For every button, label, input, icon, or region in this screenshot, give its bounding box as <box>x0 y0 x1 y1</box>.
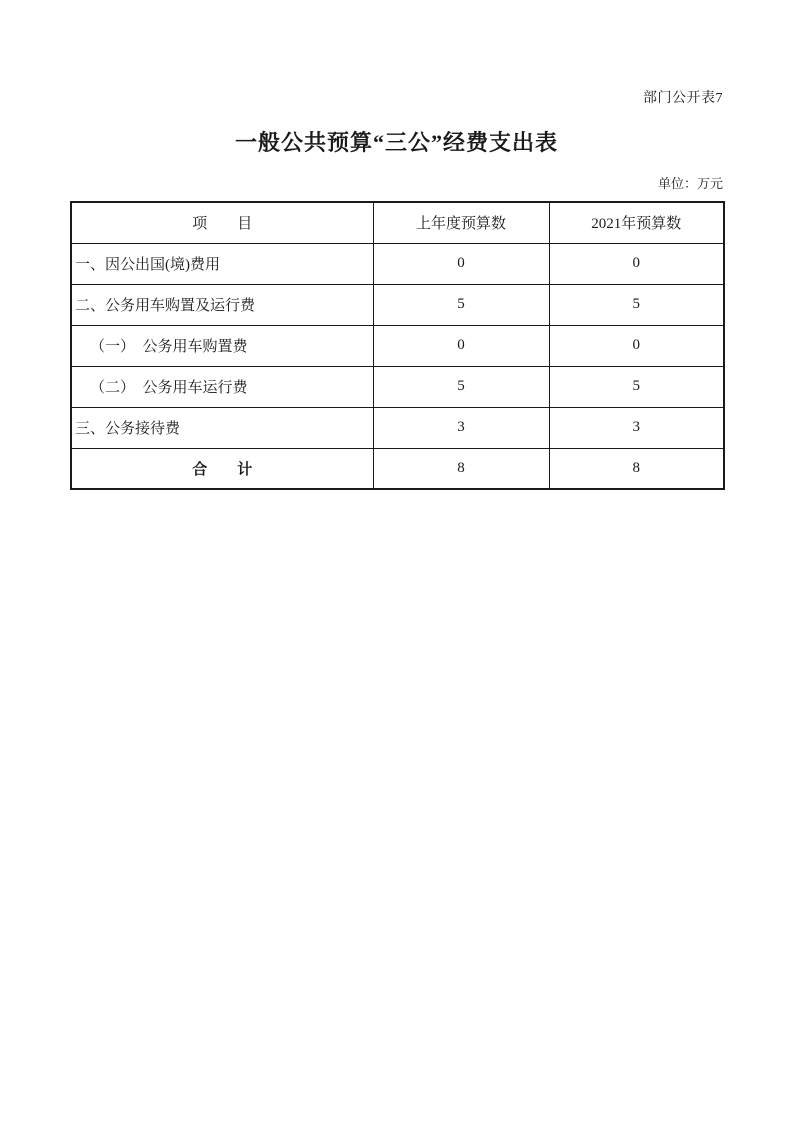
current-budget-cell: 3 <box>549 407 724 448</box>
current-budget-total-cell: 8 <box>549 448 724 489</box>
table-row-total <box>71 448 724 489</box>
column-header-2021-budget: 2021年预算数 <box>549 202 724 243</box>
table-row-official-reception <box>71 407 724 448</box>
item-label-cell: （一） 公务用车购置费 <box>71 325 373 366</box>
current-budget-cell: 0 <box>549 243 724 284</box>
budget-table <box>70 201 725 490</box>
page-title: 一般公共预算“三公”经费支出表 <box>234 130 558 155</box>
current-budget-cell: 5 <box>549 366 724 407</box>
prev-budget-total-cell: 8 <box>373 448 549 489</box>
prev-budget-cell: 3 <box>373 407 549 448</box>
table-row-vehicle-purchase-and-operation <box>71 284 724 325</box>
item-label-cell: 三、公务接待费 <box>71 407 373 448</box>
table-row-abroad-expense <box>71 243 724 284</box>
item-label-cell: 二、公务用车购置及运行费 <box>71 284 373 325</box>
total-label-cell: 合 计 <box>71 448 373 489</box>
prev-budget-cell: 0 <box>373 325 549 366</box>
prev-budget-cell: 0 <box>373 243 549 284</box>
table-row-vehicle-purchase <box>71 325 724 366</box>
prev-budget-cell: 5 <box>373 284 549 325</box>
item-label-cell: 一、因公出国(境)费用 <box>71 243 373 284</box>
prev-budget-cell: 5 <box>373 366 549 407</box>
current-budget-cell: 5 <box>549 284 724 325</box>
unit-label: 单位：万元 <box>657 176 723 191</box>
doc-ref-label: 部门公开表7 <box>643 91 723 106</box>
table-row-vehicle-operation <box>71 366 724 407</box>
column-header-prev-year-budget: 上年度预算数 <box>373 202 549 243</box>
table-header-row <box>71 202 724 243</box>
item-label-cell: （二） 公务用车运行费 <box>71 366 373 407</box>
column-header-item: 项 目 <box>71 202 373 243</box>
current-budget-cell: 0 <box>549 325 724 366</box>
